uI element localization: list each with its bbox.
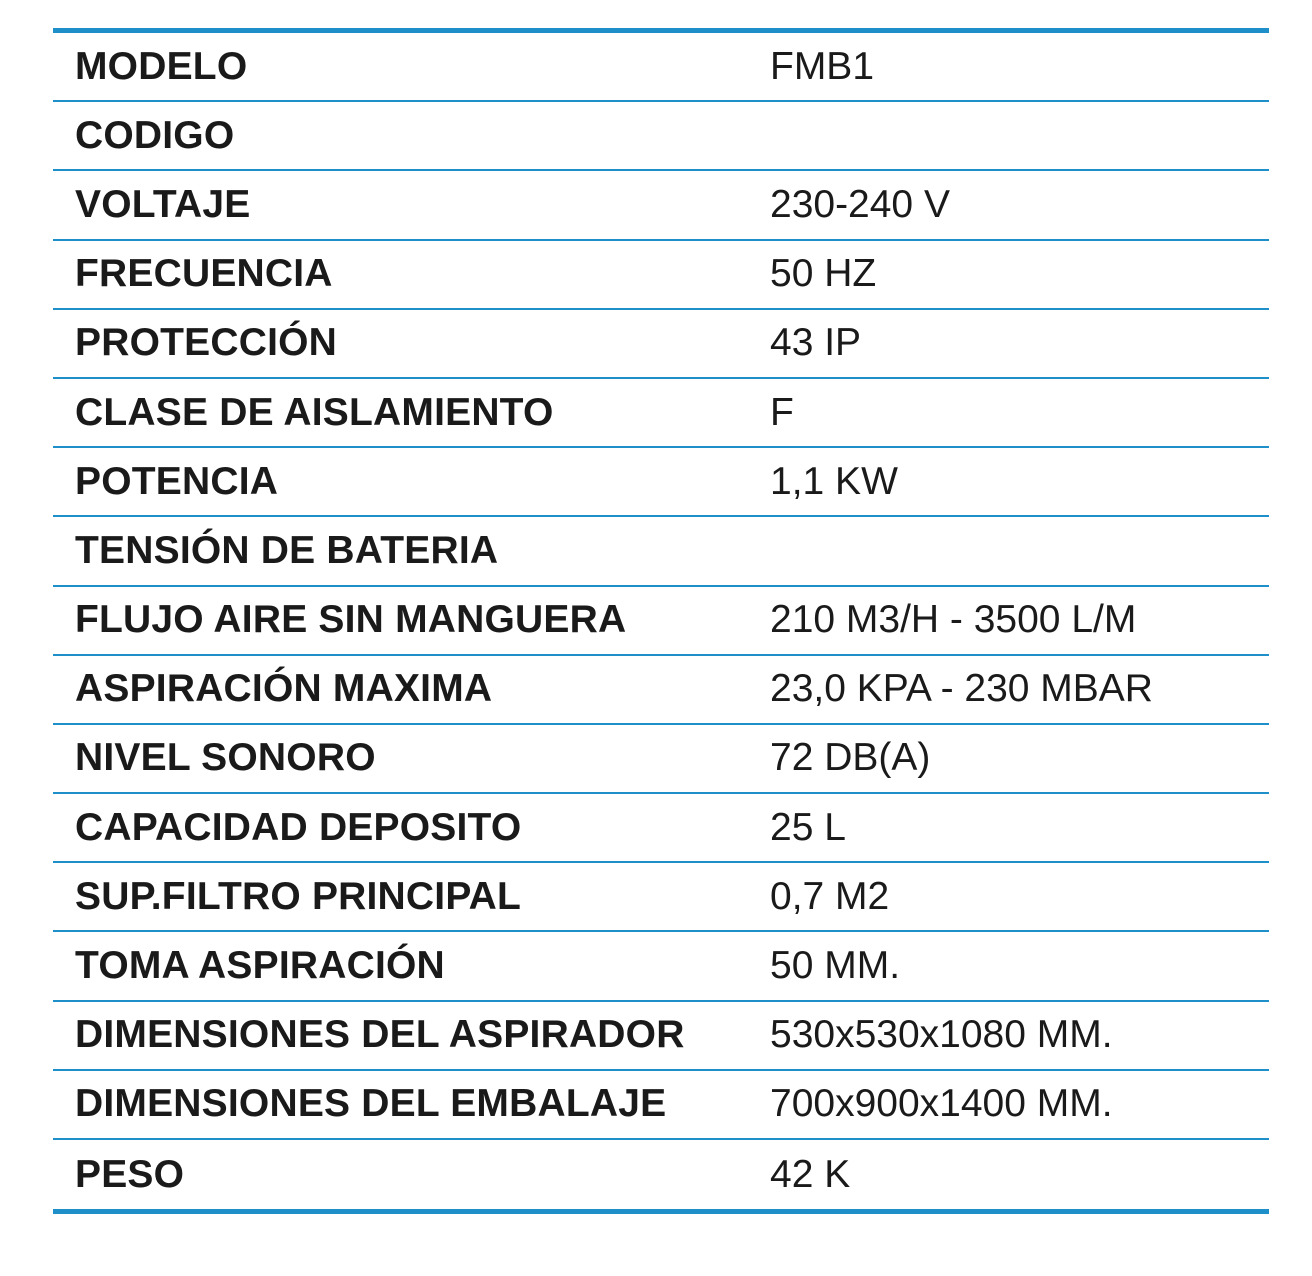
spec-value: 42 K bbox=[770, 1152, 851, 1196]
spec-row-peso bbox=[53, 1140, 1269, 1209]
spec-value: 1,1 KW bbox=[770, 459, 898, 503]
spec-label: PROTECCIÓN bbox=[75, 321, 338, 365]
spec-label: CAPACIDAD DEPOSITO bbox=[75, 805, 522, 849]
spec-row-potencia bbox=[53, 448, 1269, 517]
spec-label: NIVEL SONORO bbox=[75, 736, 376, 780]
spec-label: TOMA ASPIRACIÓN bbox=[75, 944, 445, 988]
spec-label: CLASE DE AISLAMIENTO bbox=[75, 390, 554, 434]
spec-row-capacidad-deposito bbox=[53, 794, 1269, 863]
spec-label: ASPIRACIÓN MAXIMA bbox=[75, 667, 493, 711]
spec-label: FRECUENCIA bbox=[75, 252, 333, 296]
spec-row-flujo-aire bbox=[53, 587, 1269, 656]
spec-row-sup-filtro bbox=[53, 863, 1269, 932]
spec-row-aspiracion-maxima bbox=[53, 656, 1269, 725]
spec-label: CODIGO bbox=[75, 113, 235, 157]
spec-row-modelo bbox=[53, 33, 1269, 102]
spec-value: 23,0 KPA - 230 MBAR bbox=[770, 667, 1153, 711]
spec-value: 43 IP bbox=[770, 321, 862, 365]
spec-value: 25 L bbox=[770, 805, 846, 849]
spec-row-dimensiones-embalaje bbox=[53, 1071, 1269, 1140]
spec-table bbox=[53, 28, 1269, 1214]
spec-row-nivel-sonoro bbox=[53, 725, 1269, 794]
spec-value: 530x530x1080 MM. bbox=[770, 1013, 1113, 1057]
spec-value: 700x900x1400 MM. bbox=[770, 1082, 1113, 1126]
spec-label: PESO bbox=[75, 1152, 185, 1196]
spec-row-dimensiones-aspirador bbox=[53, 1002, 1269, 1071]
spec-value: 230-240 V bbox=[770, 182, 950, 226]
spec-label: MODELO bbox=[75, 44, 248, 88]
spec-label: SUP.FILTRO PRINCIPAL bbox=[75, 874, 522, 918]
spec-row-tension-bateria bbox=[53, 517, 1269, 586]
spec-label: VOLTAJE bbox=[75, 182, 251, 226]
spec-label: DIMENSIONES DEL ASPIRADOR bbox=[75, 1013, 685, 1057]
spec-row-proteccion bbox=[53, 310, 1269, 379]
spec-label: FLUJO AIRE SIN MANGUERA bbox=[75, 598, 627, 642]
spec-value: 0,7 M2 bbox=[770, 874, 890, 918]
spec-row-voltaje bbox=[53, 171, 1269, 240]
spec-row-codigo bbox=[53, 102, 1269, 171]
spec-value: 210 M3/H - 3500 L/M bbox=[770, 598, 1137, 642]
spec-label: DIMENSIONES DEL EMBALAJE bbox=[75, 1082, 667, 1126]
spec-value: FMB1 bbox=[770, 44, 875, 88]
spec-row-clase-aislamiento bbox=[53, 379, 1269, 448]
spec-row-toma-aspiracion bbox=[53, 932, 1269, 1001]
spec-row-frecuencia bbox=[53, 241, 1269, 310]
spec-value: 72 DB(A) bbox=[770, 736, 931, 780]
spec-value: F bbox=[770, 390, 794, 434]
spec-label: POTENCIA bbox=[75, 459, 279, 503]
spec-value: 50 HZ bbox=[770, 252, 877, 296]
spec-value: 50 MM. bbox=[770, 944, 901, 988]
spec-label: TENSIÓN DE BATERIA bbox=[75, 528, 499, 572]
